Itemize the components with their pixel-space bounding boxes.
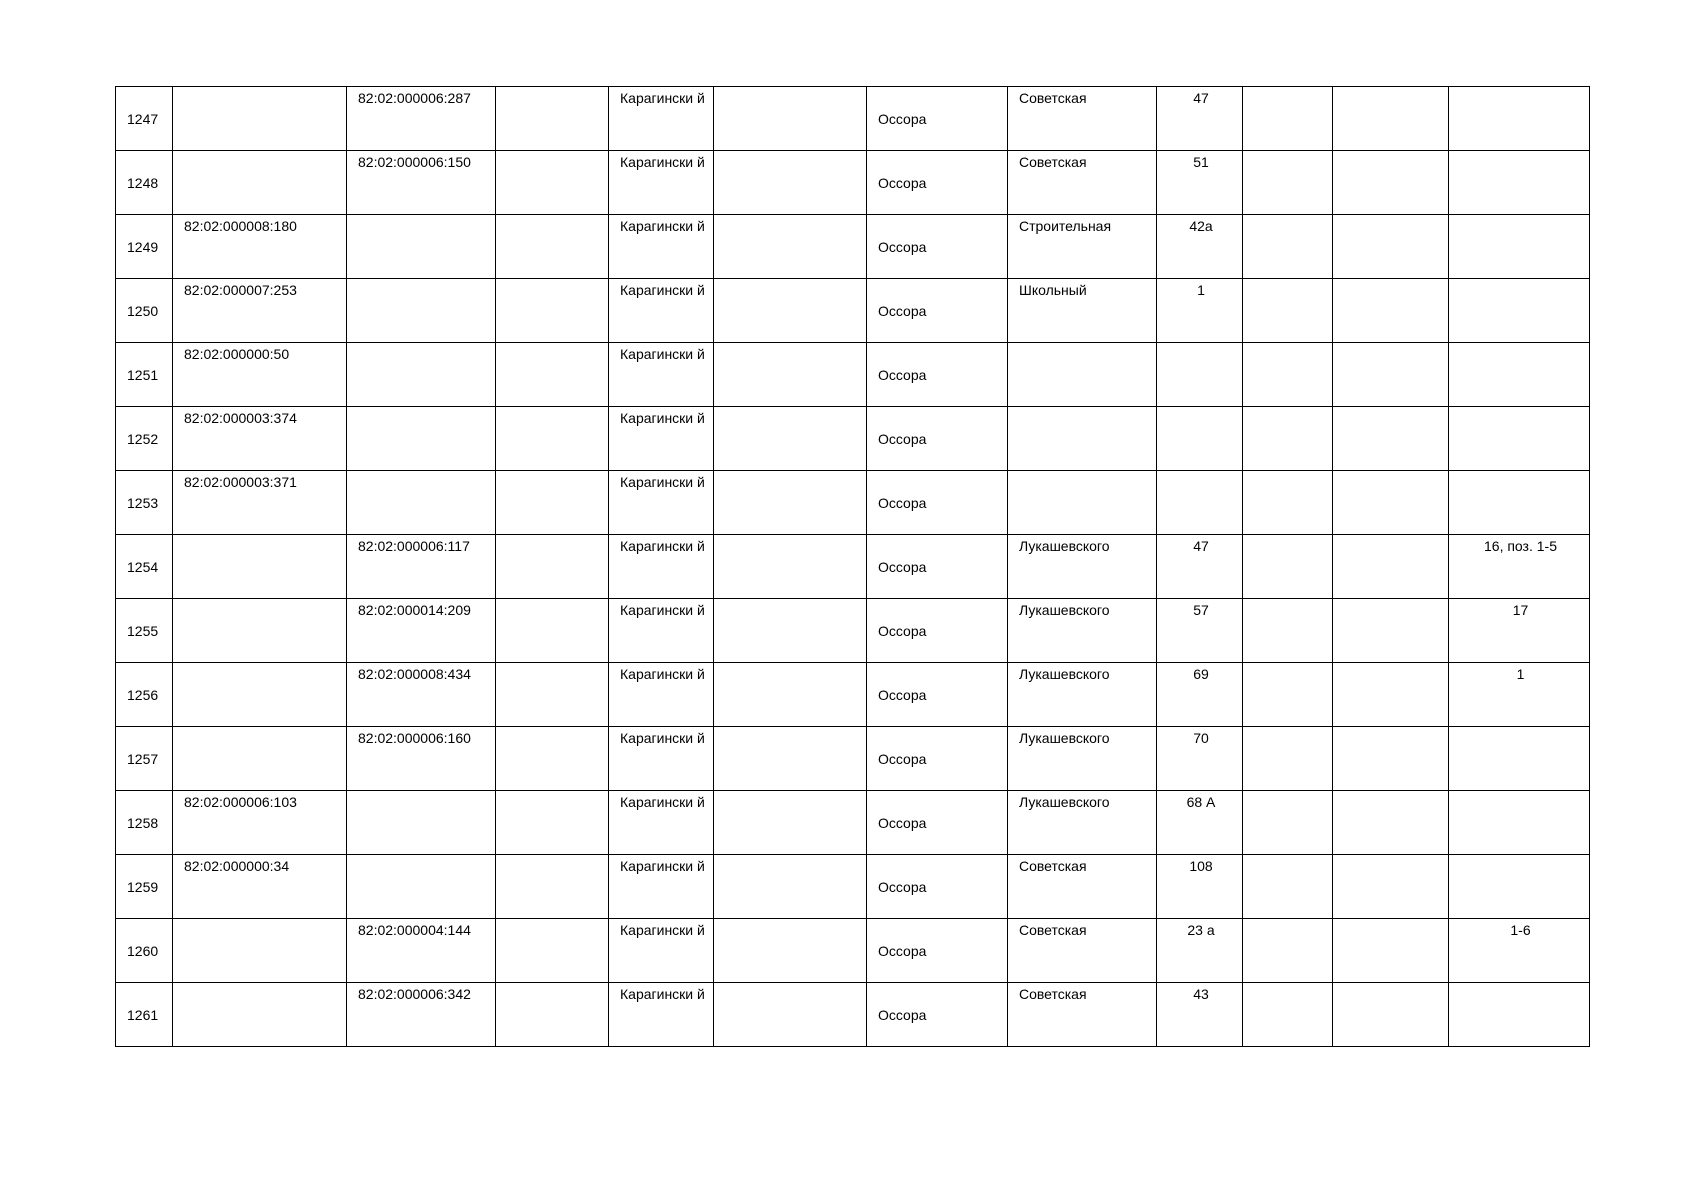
empty-cell [496, 407, 609, 471]
district-cell: Карагински й [609, 855, 714, 919]
locality-cell: Оссора [867, 343, 1008, 407]
locality-cell: Оссора [867, 919, 1008, 983]
locality-cell: Оссора [867, 535, 1008, 599]
object-cadastral-number-cell: 82:02:000006:117 [347, 535, 496, 599]
land-cadastral-number-cell: 82:02:000003:371 [173, 471, 347, 535]
premises-number-cell [1449, 791, 1590, 855]
row-number-cell: 1258 [116, 791, 173, 855]
premises-number-cell: 16, поз. 1-5 [1449, 535, 1590, 599]
table-row [116, 791, 1590, 855]
land-cadastral-number-cell: 82:02:000007:253 [173, 279, 347, 343]
premises-number-cell [1449, 727, 1590, 791]
object-cadastral-number-cell: 82:02:000006:342 [347, 983, 496, 1047]
locality-cell: Оссора [867, 791, 1008, 855]
empty-cell [1333, 983, 1449, 1047]
land-cadastral-number-cell: 82:02:000008:180 [173, 215, 347, 279]
empty-cell [496, 791, 609, 855]
empty-cell [1243, 471, 1333, 535]
empty-cell [714, 983, 867, 1047]
empty-cell [714, 343, 867, 407]
empty-cell [1243, 215, 1333, 279]
row-number-cell: 1247 [116, 87, 173, 151]
row-number-cell: 1261 [116, 983, 173, 1047]
empty-cell [1243, 919, 1333, 983]
land-cadastral-number-cell: 82:02:000003:374 [173, 407, 347, 471]
district-cell: Карагински й [609, 343, 714, 407]
empty-cell [1333, 151, 1449, 215]
row-number-cell: 1249 [116, 215, 173, 279]
empty-cell [714, 663, 867, 727]
empty-cell [496, 663, 609, 727]
house-number-cell: 68 А [1157, 791, 1243, 855]
premises-number-cell [1449, 279, 1590, 343]
house-number-cell: 69 [1157, 663, 1243, 727]
empty-cell [496, 215, 609, 279]
object-cadastral-number-cell: 82:02:000014:209 [347, 599, 496, 663]
house-number-cell: 47 [1157, 87, 1243, 151]
row-number-cell: 1250 [116, 279, 173, 343]
empty-cell [496, 471, 609, 535]
house-number-cell: 42а [1157, 215, 1243, 279]
house-number-cell: 47 [1157, 535, 1243, 599]
locality-cell: Оссора [867, 855, 1008, 919]
street-cell: Советская [1008, 855, 1157, 919]
empty-cell [496, 983, 609, 1047]
premises-number-cell [1449, 215, 1590, 279]
object-cadastral-number-cell [347, 791, 496, 855]
locality-cell: Оссора [867, 87, 1008, 151]
empty-cell [496, 919, 609, 983]
row-number-cell: 1259 [116, 855, 173, 919]
object-cadastral-number-cell: 82:02:000006:160 [347, 727, 496, 791]
street-cell: Советская [1008, 983, 1157, 1047]
row-number-cell: 1251 [116, 343, 173, 407]
land-cadastral-number-cell [173, 727, 347, 791]
empty-cell [1243, 151, 1333, 215]
empty-cell [714, 919, 867, 983]
land-cadastral-number-cell [173, 151, 347, 215]
house-number-cell: 43 [1157, 983, 1243, 1047]
empty-cell [714, 151, 867, 215]
empty-cell [714, 599, 867, 663]
street-cell: Строительная [1008, 215, 1157, 279]
street-cell [1008, 407, 1157, 471]
street-cell: Школьный [1008, 279, 1157, 343]
empty-cell [1243, 727, 1333, 791]
row-number-cell: 1254 [116, 535, 173, 599]
district-cell: Карагински й [609, 279, 714, 343]
street-cell: Советская [1008, 151, 1157, 215]
land-cadastral-number-cell: 82:02:000000:50 [173, 343, 347, 407]
empty-cell [1243, 343, 1333, 407]
premises-number-cell: 1 [1449, 663, 1590, 727]
land-cadastral-number-cell [173, 535, 347, 599]
house-number-cell: 108 [1157, 855, 1243, 919]
empty-cell [496, 279, 609, 343]
table-row [116, 919, 1590, 983]
land-cadastral-number-cell [173, 983, 347, 1047]
empty-cell [1243, 599, 1333, 663]
empty-cell [1243, 983, 1333, 1047]
empty-cell [1243, 407, 1333, 471]
house-number-cell: 57 [1157, 599, 1243, 663]
object-cadastral-number-cell [347, 471, 496, 535]
street-cell: Лукашевского [1008, 535, 1157, 599]
table-row [116, 471, 1590, 535]
locality-cell: Оссора [867, 599, 1008, 663]
street-cell [1008, 471, 1157, 535]
table-row [116, 663, 1590, 727]
registry-table [115, 86, 1590, 1047]
empty-cell [1333, 599, 1449, 663]
row-number-cell: 1257 [116, 727, 173, 791]
land-cadastral-number-cell [173, 599, 347, 663]
empty-cell [496, 343, 609, 407]
empty-cell [1243, 855, 1333, 919]
premises-number-cell [1449, 983, 1590, 1047]
district-cell: Карагински й [609, 407, 714, 471]
empty-cell [1333, 535, 1449, 599]
row-number-cell: 1256 [116, 663, 173, 727]
locality-cell: Оссора [867, 215, 1008, 279]
table-row [116, 855, 1590, 919]
empty-cell [1243, 87, 1333, 151]
street-cell: Лукашевского [1008, 663, 1157, 727]
empty-cell [1333, 343, 1449, 407]
empty-cell [714, 791, 867, 855]
empty-cell [496, 535, 609, 599]
table-row [116, 599, 1590, 663]
district-cell: Карагински й [609, 215, 714, 279]
object-cadastral-number-cell: 82:02:000006:287 [347, 87, 496, 151]
premises-number-cell [1449, 151, 1590, 215]
locality-cell: Оссора [867, 727, 1008, 791]
empty-cell [496, 599, 609, 663]
table-row [116, 983, 1590, 1047]
table-body [116, 87, 1590, 1047]
locality-cell: Оссора [867, 407, 1008, 471]
district-cell: Карагински й [609, 727, 714, 791]
empty-cell [1333, 87, 1449, 151]
table-row [116, 407, 1590, 471]
house-number-cell: 1 [1157, 279, 1243, 343]
table-row [116, 279, 1590, 343]
land-cadastral-number-cell: 82:02:000000:34 [173, 855, 347, 919]
street-cell: Советская [1008, 87, 1157, 151]
empty-cell [496, 151, 609, 215]
object-cadastral-number-cell [347, 407, 496, 471]
empty-cell [1333, 727, 1449, 791]
district-cell: Карагински й [609, 983, 714, 1047]
district-cell: Карагински й [609, 151, 714, 215]
table-row [116, 87, 1590, 151]
locality-cell: Оссора [867, 279, 1008, 343]
locality-cell: Оссора [867, 151, 1008, 215]
empty-cell [1243, 535, 1333, 599]
land-cadastral-number-cell: 82:02:000006:103 [173, 791, 347, 855]
empty-cell [1333, 407, 1449, 471]
empty-cell [714, 855, 867, 919]
object-cadastral-number-cell: 82:02:000004:144 [347, 919, 496, 983]
empty-cell [714, 407, 867, 471]
empty-cell [714, 471, 867, 535]
row-number-cell: 1260 [116, 919, 173, 983]
locality-cell: Оссора [867, 983, 1008, 1047]
empty-cell [1243, 791, 1333, 855]
empty-cell [1333, 279, 1449, 343]
empty-cell [1333, 663, 1449, 727]
house-number-cell: 70 [1157, 727, 1243, 791]
district-cell: Карагински й [609, 471, 714, 535]
district-cell: Карагински й [609, 535, 714, 599]
premises-number-cell [1449, 855, 1590, 919]
row-number-cell: 1253 [116, 471, 173, 535]
district-cell: Карагински й [609, 663, 714, 727]
object-cadastral-number-cell [347, 279, 496, 343]
empty-cell [496, 727, 609, 791]
empty-cell [1333, 215, 1449, 279]
house-number-cell [1157, 343, 1243, 407]
premises-number-cell [1449, 471, 1590, 535]
object-cadastral-number-cell [347, 343, 496, 407]
empty-cell [496, 87, 609, 151]
table-row [116, 215, 1590, 279]
street-cell: Советская [1008, 919, 1157, 983]
house-number-cell [1157, 407, 1243, 471]
row-number-cell: 1252 [116, 407, 173, 471]
row-number-cell: 1248 [116, 151, 173, 215]
object-cadastral-number-cell [347, 215, 496, 279]
premises-number-cell [1449, 407, 1590, 471]
street-cell: Лукашевского [1008, 599, 1157, 663]
house-number-cell [1157, 471, 1243, 535]
land-cadastral-number-cell [173, 919, 347, 983]
street-cell: Лукашевского [1008, 791, 1157, 855]
premises-number-cell [1449, 87, 1590, 151]
object-cadastral-number-cell: 82:02:000006:150 [347, 151, 496, 215]
house-number-cell: 23 а [1157, 919, 1243, 983]
locality-cell: Оссора [867, 663, 1008, 727]
table-row [116, 727, 1590, 791]
land-cadastral-number-cell [173, 87, 347, 151]
empty-cell [714, 279, 867, 343]
empty-cell [1243, 279, 1333, 343]
empty-cell [496, 855, 609, 919]
district-cell: Карагински й [609, 87, 714, 151]
empty-cell [1243, 663, 1333, 727]
district-cell: Карагински й [609, 599, 714, 663]
street-cell: Лукашевского [1008, 727, 1157, 791]
land-cadastral-number-cell [173, 663, 347, 727]
empty-cell [714, 535, 867, 599]
premises-number-cell [1449, 343, 1590, 407]
object-cadastral-number-cell [347, 855, 496, 919]
empty-cell [1333, 855, 1449, 919]
empty-cell [714, 87, 867, 151]
empty-cell [1333, 919, 1449, 983]
object-cadastral-number-cell: 82:02:000008:434 [347, 663, 496, 727]
house-number-cell: 51 [1157, 151, 1243, 215]
premises-number-cell: 1-6 [1449, 919, 1590, 983]
empty-cell [714, 727, 867, 791]
locality-cell: Оссора [867, 471, 1008, 535]
empty-cell [714, 215, 867, 279]
district-cell: Карагински й [609, 919, 714, 983]
table-row [116, 535, 1590, 599]
empty-cell [1333, 791, 1449, 855]
street-cell [1008, 343, 1157, 407]
table-row [116, 343, 1590, 407]
district-cell: Карагински й [609, 791, 714, 855]
premises-number-cell: 17 [1449, 599, 1590, 663]
row-number-cell: 1255 [116, 599, 173, 663]
empty-cell [1333, 471, 1449, 535]
table-row [116, 151, 1590, 215]
